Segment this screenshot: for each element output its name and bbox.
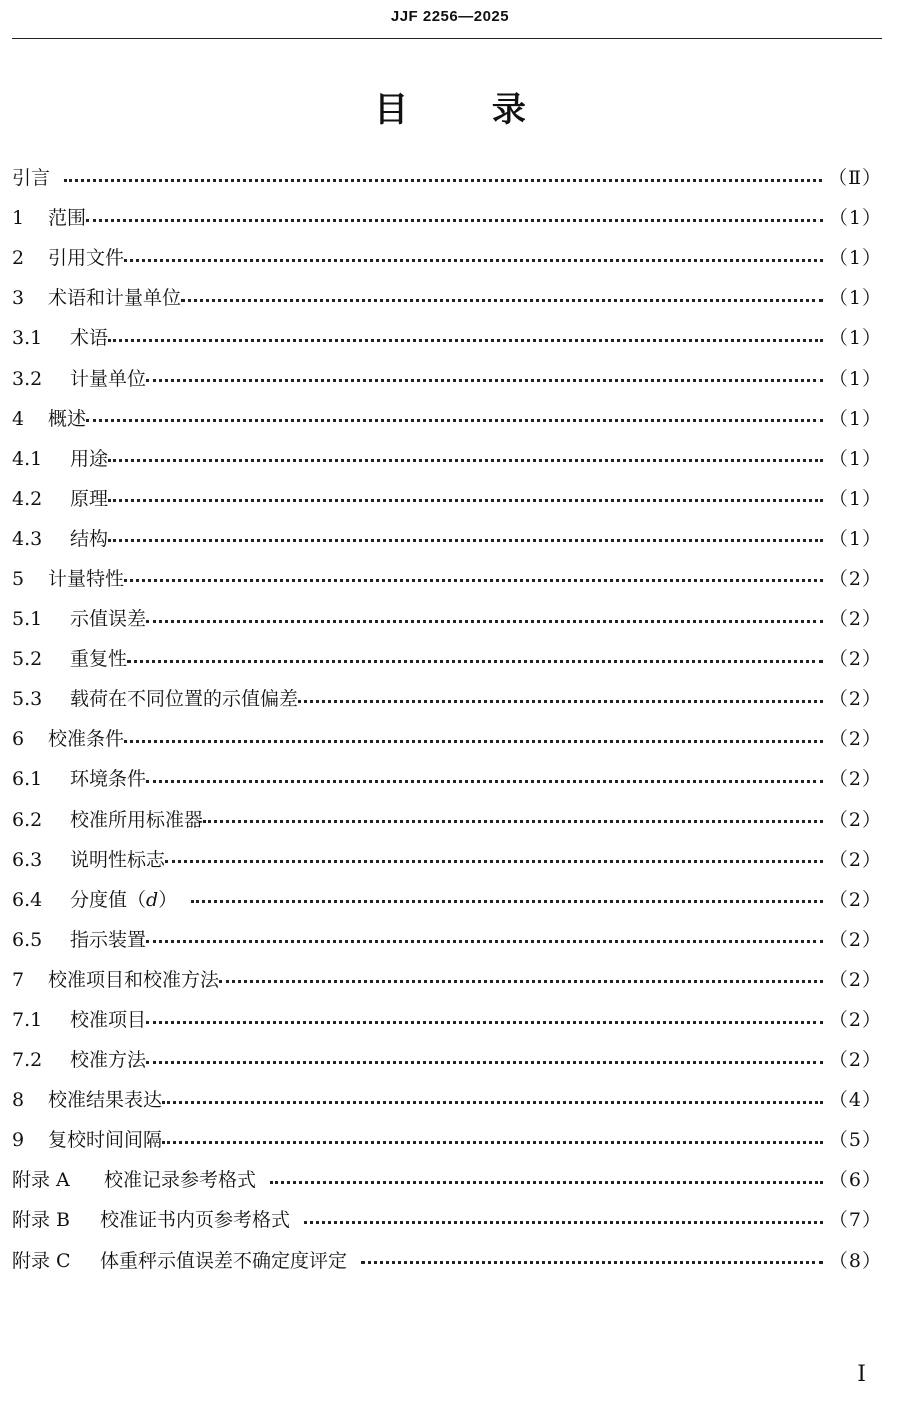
- toc-entry-number: 6: [12, 728, 25, 751]
- toc-entry-title: 校准记录参考格式: [104, 1169, 257, 1192]
- toc-entry-5[interactable]: [12, 559, 882, 599]
- toc-entry-6[interactable]: [12, 719, 882, 759]
- toc-entry-title: 载荷在不同位置的示值偏差: [70, 688, 299, 711]
- toc-entry-page: （2）: [828, 808, 882, 831]
- toc-entry-title: 引言: [12, 167, 51, 190]
- toc-entry-number: 附录 A: [12, 1169, 70, 1192]
- toc-entry-page: （2）: [828, 968, 882, 991]
- toc-entry-number: 6.4: [12, 888, 43, 911]
- toc-entry-number: 8: [12, 1089, 25, 1112]
- toc-entry-number: 6.2: [12, 808, 43, 831]
- toc-entry-number: 7.2: [12, 1049, 43, 1072]
- header-rule: [12, 38, 882, 39]
- toc-entry-page: （2）: [828, 1049, 882, 1072]
- toc-leader-dots: [146, 620, 823, 623]
- toc-leader-dots: [86, 219, 823, 222]
- toc-entry-page: （1）: [828, 367, 882, 390]
- toc-entry-number: 3.2: [12, 367, 43, 390]
- toc-entry-page: （2）: [828, 728, 882, 751]
- toc-entry-number: 5.2: [12, 648, 43, 671]
- toc-entry-page: （1）: [828, 207, 882, 230]
- toc-entry-page: （4）: [828, 1089, 882, 1112]
- toc-leader-dots: [108, 539, 823, 542]
- toc-entry-number: 9: [12, 1129, 25, 1152]
- standard-code-header: JJF 2256—2025: [390, 8, 510, 25]
- toc-leader-dots: [165, 860, 823, 863]
- toc-entry-appendix-b[interactable]: [12, 1200, 882, 1240]
- toc-entry-page: （6）: [828, 1169, 882, 1192]
- page-title: 目 录: [374, 90, 526, 130]
- toc-entry-6-3[interactable]: [12, 840, 882, 880]
- toc-leader-dots: [162, 1141, 823, 1144]
- toc-entry-number: 7: [12, 968, 25, 991]
- toc-entry-page: （5）: [828, 1129, 882, 1152]
- toc-entry-page: （7）: [828, 1209, 882, 1232]
- toc-entry-page: （2）: [828, 888, 882, 911]
- toc-entry-title: 计量单位: [70, 367, 147, 390]
- toc-leader-dots: [146, 379, 823, 382]
- division-value-symbol: d: [146, 888, 159, 911]
- toc-entry-title: 重复性: [70, 648, 128, 671]
- toc-entry-title: 结构: [70, 527, 109, 550]
- toc-entry-8[interactable]: [12, 1080, 882, 1120]
- toc-entry-title: 校准所用标准器: [70, 808, 204, 831]
- toc-leader-dots: [108, 499, 823, 502]
- toc-entry-number: 4: [12, 407, 25, 430]
- toc-leader-dots: [298, 700, 823, 703]
- toc-entry-page: （2）: [828, 608, 882, 631]
- toc-entry-5-3[interactable]: [12, 679, 882, 719]
- toc-leader-dots: [162, 1101, 823, 1104]
- toc-entry-page: （2）: [828, 688, 882, 711]
- toc-entry-number: 附录 B: [12, 1209, 71, 1232]
- toc-entry-title: 校准项目和校准方法: [48, 968, 220, 991]
- toc-entry-title: 原理: [70, 487, 109, 510]
- toc-entry-page: （1）: [828, 487, 882, 510]
- toc-leader-dots: [108, 339, 823, 342]
- toc-leader-dots: [86, 419, 823, 422]
- toc-entry-number: 5.3: [12, 688, 43, 711]
- toc-entry-number: 7.1: [12, 1009, 43, 1032]
- toc-leader-dots: [64, 179, 822, 182]
- toc-leader-dots: [304, 1221, 823, 1224]
- toc-entry-intro[interactable]: [12, 158, 882, 198]
- toc-entry-title: 校准条件: [48, 728, 125, 751]
- toc-entry-number: 6.3: [12, 848, 43, 871]
- toc-entry-title: 计量特性: [48, 567, 125, 590]
- toc-entry-page: （Ⅱ）: [828, 167, 882, 190]
- toc-entry-4-1[interactable]: [12, 439, 882, 479]
- toc-leader-dots: [146, 780, 823, 783]
- toc-leader-dots: [124, 579, 823, 582]
- toc-entry-title: [70, 880, 177, 920]
- toc-entry-number: 附录 C: [12, 1249, 71, 1272]
- toc-entry-title: 体重秤示值误差不确定度评定: [100, 1249, 348, 1272]
- toc-entry-6-4[interactable]: [12, 880, 882, 920]
- toc-entry-title: 范围: [48, 207, 87, 230]
- toc-entry-6-5[interactable]: [12, 920, 882, 960]
- table-of-contents: [12, 158, 882, 1281]
- toc-entry-page: （8）: [828, 1249, 882, 1272]
- toc-entry-title: 复校时间间隔: [48, 1129, 163, 1152]
- toc-leader-dots: [124, 740, 823, 743]
- toc-entry-page: （2）: [828, 848, 882, 871]
- toc-entry-title: 概述: [48, 407, 87, 430]
- toc-entry-title: 指示装置: [70, 928, 147, 951]
- toc-entry-title: 校准证书内页参考格式: [100, 1209, 291, 1232]
- toc-leader-dots: [146, 940, 823, 943]
- toc-entry-number: 5.1: [12, 608, 43, 631]
- toc-entry-number: 6.1: [12, 768, 43, 791]
- toc-entry-title: 术语: [70, 327, 109, 350]
- toc-entry-page: （2）: [828, 1009, 882, 1032]
- page-number: Ⅰ: [857, 1362, 866, 1387]
- toc-entry-number: 4.2: [12, 487, 43, 510]
- toc-entry-6-1[interactable]: [12, 759, 882, 799]
- toc-leader-dots: [203, 820, 823, 823]
- toc-entry-title: 校准结果表达: [48, 1089, 163, 1112]
- toc-entry-title: 环境条件: [70, 768, 147, 791]
- toc-entry-9[interactable]: [12, 1120, 882, 1160]
- toc-leader-dots: [108, 459, 823, 462]
- toc-entry-page: （1）: [828, 287, 882, 310]
- toc-entry-7-1[interactable]: [12, 1000, 882, 1040]
- toc-leader-dots: [181, 299, 823, 302]
- toc-leader-dots: [219, 980, 823, 983]
- toc-entry-title: 术语和计量单位: [48, 287, 182, 310]
- toc-leader-dots: [361, 1261, 823, 1264]
- toc-entry-page: （1）: [828, 407, 882, 430]
- toc-leader-dots: [270, 1181, 823, 1184]
- toc-entry-7[interactable]: [12, 960, 882, 1000]
- toc-entry-title: 引用文件: [48, 247, 125, 270]
- toc-entry-1[interactable]: [12, 198, 882, 238]
- toc-leader-dots: [146, 1061, 823, 1064]
- toc-entry-page: （2）: [828, 648, 882, 671]
- toc-entry-title-close: ）: [158, 888, 178, 911]
- toc-entry-page: （1）: [828, 447, 882, 470]
- toc-entry-3-2[interactable]: [12, 358, 882, 398]
- toc-entry-number: 4.3: [12, 527, 43, 550]
- toc-entry-number: 6.5: [12, 928, 43, 951]
- toc-entry-number: 5: [12, 567, 25, 590]
- toc-entry-4-3[interactable]: [12, 519, 882, 559]
- toc-entry-number: 3.1: [12, 327, 43, 350]
- toc-leader-dots: [191, 900, 823, 903]
- toc-entry-5-1[interactable]: [12, 599, 882, 639]
- toc-entry-title: 示值误差: [70, 608, 147, 631]
- toc-entry-title: 校准项目: [70, 1009, 147, 1032]
- toc-leader-dots: [146, 1021, 823, 1024]
- toc-entry-page: （2）: [828, 928, 882, 951]
- toc-leader-dots: [124, 259, 823, 262]
- toc-entry-7-2[interactable]: [12, 1040, 882, 1080]
- toc-entry-number: 2: [12, 247, 25, 270]
- toc-entry-page: （1）: [828, 527, 882, 550]
- toc-entry-page: （2）: [828, 567, 882, 590]
- toc-entry-number: 4.1: [12, 447, 43, 470]
- toc-entry-appendix-a[interactable]: [12, 1160, 882, 1200]
- toc-entry-title: 校准方法: [70, 1049, 147, 1072]
- toc-leader-dots: [127, 660, 823, 663]
- toc-entry-6-2[interactable]: [12, 800, 882, 840]
- toc-entry-4[interactable]: [12, 399, 882, 439]
- toc-entry-appendix-c[interactable]: [12, 1241, 882, 1281]
- toc-entry-title-text: 分度值（: [70, 888, 147, 911]
- toc-entry-title: 用途: [70, 447, 109, 470]
- toc-entry-3-1[interactable]: [12, 318, 882, 358]
- toc-entry-page: （1）: [828, 247, 882, 270]
- toc-entry-4-2[interactable]: [12, 479, 882, 519]
- toc-entry-number: 1: [12, 207, 25, 230]
- toc-entry-page: （2）: [828, 768, 882, 791]
- toc-entry-title: 说明性标志: [70, 848, 166, 871]
- toc-entry-5-2[interactable]: [12, 639, 882, 679]
- toc-entry-2[interactable]: [12, 238, 882, 278]
- toc-entry-number: 3: [12, 287, 25, 310]
- toc-entry-3[interactable]: [12, 278, 882, 318]
- toc-entry-page: （1）: [828, 327, 882, 350]
